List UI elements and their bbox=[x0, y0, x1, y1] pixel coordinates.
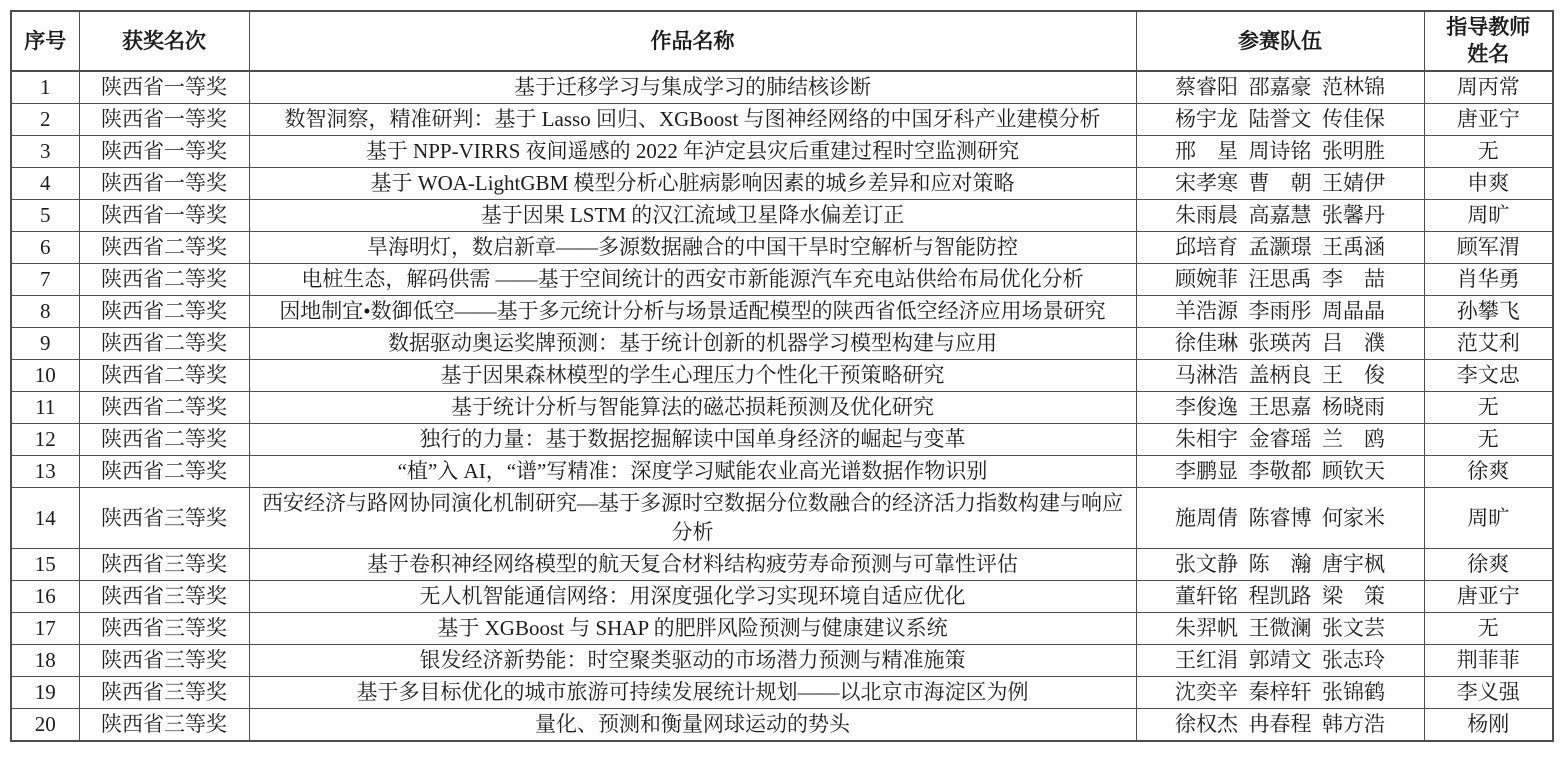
cell-teacher: 徐爽 bbox=[1424, 549, 1553, 581]
cell-title: 基于 XGBoost 与 SHAP 的肥胖风险预测与健康建议系统 bbox=[249, 613, 1136, 645]
cell-title: 独行的力量：基于数据挖掘解读中国单身经济的崛起与变革 bbox=[249, 424, 1136, 456]
cell-team: 王红涓 郭靖文 张志玲 bbox=[1136, 645, 1424, 677]
cell-teacher: 周旷 bbox=[1424, 200, 1553, 232]
cell-teacher: 无 bbox=[1424, 424, 1553, 456]
cell-title: 数智洞察，精准研判：基于 Lasso 回归、XGBoost 与图神经网络的中国牙科产业建模分析 bbox=[249, 104, 1136, 136]
cell-award: 陕西省三等奖 bbox=[79, 581, 249, 613]
cell-index: 16 bbox=[11, 581, 79, 613]
cell-team: 徐权杰 冉春程 韩方浩 bbox=[1136, 709, 1424, 742]
cell-index: 6 bbox=[11, 232, 79, 264]
header-row bbox=[11, 11, 1553, 71]
table-row bbox=[11, 264, 1553, 296]
cell-award: 陕西省二等奖 bbox=[79, 296, 249, 328]
cell-index: 13 bbox=[11, 456, 79, 488]
cell-title: 基于多目标优化的城市旅游可持续发展统计规划——以北京市海淀区为例 bbox=[249, 677, 1136, 709]
cell-award: 陕西省一等奖 bbox=[79, 71, 249, 104]
table-row bbox=[11, 328, 1553, 360]
cell-teacher: 范艾利 bbox=[1424, 328, 1553, 360]
table-row bbox=[11, 168, 1553, 200]
table-row bbox=[11, 392, 1553, 424]
cell-award: 陕西省二等奖 bbox=[79, 360, 249, 392]
cell-index: 9 bbox=[11, 328, 79, 360]
cell-title: 旱海明灯，数启新章——多源数据融合的中国干旱时空解析与智能防控 bbox=[249, 232, 1136, 264]
cell-teacher: 李文忠 bbox=[1424, 360, 1553, 392]
cell-team: 邱培育 孟灏璟 王禹涵 bbox=[1136, 232, 1424, 264]
cell-award: 陕西省三等奖 bbox=[79, 488, 249, 549]
cell-award: 陕西省二等奖 bbox=[79, 456, 249, 488]
cell-team: 徐佳琳 张瑛芮 吕 濮 bbox=[1136, 328, 1424, 360]
cell-index: 11 bbox=[11, 392, 79, 424]
cell-team: 顾婉菲 汪思禹 李 喆 bbox=[1136, 264, 1424, 296]
cell-index: 19 bbox=[11, 677, 79, 709]
cell-team: 张文静 陈 瀚 唐宇枫 bbox=[1136, 549, 1424, 581]
table-row bbox=[11, 677, 1553, 709]
cell-team: 朱羿帆 王微澜 张文芸 bbox=[1136, 613, 1424, 645]
cell-award: 陕西省二等奖 bbox=[79, 328, 249, 360]
cell-teacher: 顾军渭 bbox=[1424, 232, 1553, 264]
table-row bbox=[11, 360, 1553, 392]
cell-index: 10 bbox=[11, 360, 79, 392]
table-row bbox=[11, 424, 1553, 456]
cell-award: 陕西省一等奖 bbox=[79, 104, 249, 136]
table-row bbox=[11, 709, 1553, 742]
cell-team: 施周倩 陈睿博 何家米 bbox=[1136, 488, 1424, 549]
cell-title: 因地制宜•数御低空——基于多元统计分析与场景适配模型的陕西省低空经济应用场景研究 bbox=[249, 296, 1136, 328]
table-row bbox=[11, 200, 1553, 232]
cell-index: 1 bbox=[11, 71, 79, 104]
header-cell-award: 获奖名次 bbox=[79, 11, 249, 71]
cell-teacher: 李义强 bbox=[1424, 677, 1553, 709]
cell-title: 基于迁移学习与集成学习的肺结核诊断 bbox=[249, 71, 1136, 104]
cell-team: 朱相宇 金睿瑶 兰 鸥 bbox=[1136, 424, 1424, 456]
cell-index: 5 bbox=[11, 200, 79, 232]
cell-teacher: 徐爽 bbox=[1424, 456, 1553, 488]
cell-award: 陕西省二等奖 bbox=[79, 264, 249, 296]
table-row bbox=[11, 488, 1553, 549]
table-row bbox=[11, 296, 1553, 328]
table-row bbox=[11, 136, 1553, 168]
cell-team: 蔡睿阳 邵嘉豪 范林锦 bbox=[1136, 71, 1424, 104]
cell-teacher: 无 bbox=[1424, 613, 1553, 645]
cell-teacher: 无 bbox=[1424, 136, 1553, 168]
cell-title: 银发经济新势能：时空聚类驱动的市场潜力预测与精准施策 bbox=[249, 645, 1136, 677]
cell-award: 陕西省三等奖 bbox=[79, 549, 249, 581]
cell-index: 8 bbox=[11, 296, 79, 328]
cell-title: 量化、预测和衡量网球运动的势头 bbox=[249, 709, 1136, 742]
cell-teacher: 唐亚宁 bbox=[1424, 581, 1553, 613]
cell-teacher: 周旷 bbox=[1424, 488, 1553, 549]
cell-team: 朱雨晨 高嘉慧 张馨丹 bbox=[1136, 200, 1424, 232]
cell-award: 陕西省一等奖 bbox=[79, 168, 249, 200]
cell-award: 陕西省三等奖 bbox=[79, 613, 249, 645]
cell-award: 陕西省二等奖 bbox=[79, 424, 249, 456]
cell-title: 电桩生态，解码供需 ——基于空间统计的西安市新能源汽车充电站供给布局优化分析 bbox=[249, 264, 1136, 296]
table-row bbox=[11, 71, 1553, 104]
header-cell-team: 参赛队伍 bbox=[1136, 11, 1424, 71]
awards-table bbox=[10, 10, 1554, 742]
cell-award: 陕西省三等奖 bbox=[79, 677, 249, 709]
cell-team: 沈奕辛 秦梓轩 张锦鹤 bbox=[1136, 677, 1424, 709]
cell-teacher: 唐亚宁 bbox=[1424, 104, 1553, 136]
cell-team: 李鹏显 李敬都 顾钦天 bbox=[1136, 456, 1424, 488]
header-cell-title: 作品名称 bbox=[249, 11, 1136, 71]
cell-team: 羊浩源 李雨彤 周晶晶 bbox=[1136, 296, 1424, 328]
cell-title: 西安经济与路网协同演化机制研究—基于多源时空数据分位数融合的经济活力指数构建与响应分析 bbox=[249, 488, 1136, 549]
cell-title: 基于因果 LSTM 的汉江流域卫星降水偏差订正 bbox=[249, 200, 1136, 232]
cell-index: 14 bbox=[11, 488, 79, 549]
table-row bbox=[11, 645, 1553, 677]
cell-teacher: 肖华勇 bbox=[1424, 264, 1553, 296]
table-row bbox=[11, 232, 1553, 264]
cell-team: 杨宇龙 陆誉文 传佳保 bbox=[1136, 104, 1424, 136]
cell-index: 20 bbox=[11, 709, 79, 742]
cell-title: “植”入 AI，“谱”写精准：深度学习赋能农业高光谱数据作物识别 bbox=[249, 456, 1136, 488]
cell-award: 陕西省二等奖 bbox=[79, 232, 249, 264]
cell-team: 董轩铭 程凯路 梁 策 bbox=[1136, 581, 1424, 613]
header-cell-index: 序号 bbox=[11, 11, 79, 71]
cell-team: 宋孝寒 曹 朝 王婧伊 bbox=[1136, 168, 1424, 200]
cell-index: 7 bbox=[11, 264, 79, 296]
cell-teacher: 周丙常 bbox=[1424, 71, 1553, 104]
header-teacher-line2: 姓名 bbox=[1467, 42, 1510, 66]
cell-award: 陕西省一等奖 bbox=[79, 136, 249, 168]
cell-teacher: 荆菲菲 bbox=[1424, 645, 1553, 677]
cell-teacher: 申爽 bbox=[1424, 168, 1553, 200]
cell-index: 15 bbox=[11, 549, 79, 581]
cell-teacher: 无 bbox=[1424, 392, 1553, 424]
cell-team: 李俊逸 王思嘉 杨晓雨 bbox=[1136, 392, 1424, 424]
cell-index: 2 bbox=[11, 104, 79, 136]
cell-title: 数据驱动奥运奖牌预测：基于统计创新的机器学习模型构建与应用 bbox=[249, 328, 1136, 360]
table-row bbox=[11, 456, 1553, 488]
cell-teacher: 孙攀飞 bbox=[1424, 296, 1553, 328]
cell-title: 基于卷积神经网络模型的航天复合材料结构疲劳寿命预测与可靠性评估 bbox=[249, 549, 1136, 581]
cell-index: 3 bbox=[11, 136, 79, 168]
table-row bbox=[11, 104, 1553, 136]
table-row bbox=[11, 549, 1553, 581]
cell-title: 基于 WOA-LightGBM 模型分析心脏病影响因素的城乡差异和应对策略 bbox=[249, 168, 1136, 200]
cell-team: 马淋浩 盖柄良 王 俊 bbox=[1136, 360, 1424, 392]
cell-award: 陕西省二等奖 bbox=[79, 392, 249, 424]
cell-title: 基于 NPP-VIRRS 夜间遥感的 2022 年泸定县灾后重建过程时空监测研究 bbox=[249, 136, 1136, 168]
cell-award: 陕西省一等奖 bbox=[79, 200, 249, 232]
cell-award: 陕西省三等奖 bbox=[79, 645, 249, 677]
cell-title: 基于因果森林模型的学生心理压力个性化干预策略研究 bbox=[249, 360, 1136, 392]
header-cell-teacher bbox=[1424, 11, 1553, 71]
cell-title: 无人机智能通信网络：用深度强化学习实现环境自适应优化 bbox=[249, 581, 1136, 613]
cell-index: 17 bbox=[11, 613, 79, 645]
cell-index: 18 bbox=[11, 645, 79, 677]
cell-award: 陕西省三等奖 bbox=[79, 709, 249, 742]
cell-index: 12 bbox=[11, 424, 79, 456]
header-teacher-line1: 指导教师 bbox=[1446, 15, 1531, 39]
cell-index: 4 bbox=[11, 168, 79, 200]
cell-teacher: 杨刚 bbox=[1424, 709, 1553, 742]
table-row bbox=[11, 613, 1553, 645]
cell-title: 基于统计分析与智能算法的磁芯损耗预测及优化研究 bbox=[249, 392, 1136, 424]
cell-team: 邢 星 周诗铭 张明胜 bbox=[1136, 136, 1424, 168]
table-row bbox=[11, 581, 1553, 613]
